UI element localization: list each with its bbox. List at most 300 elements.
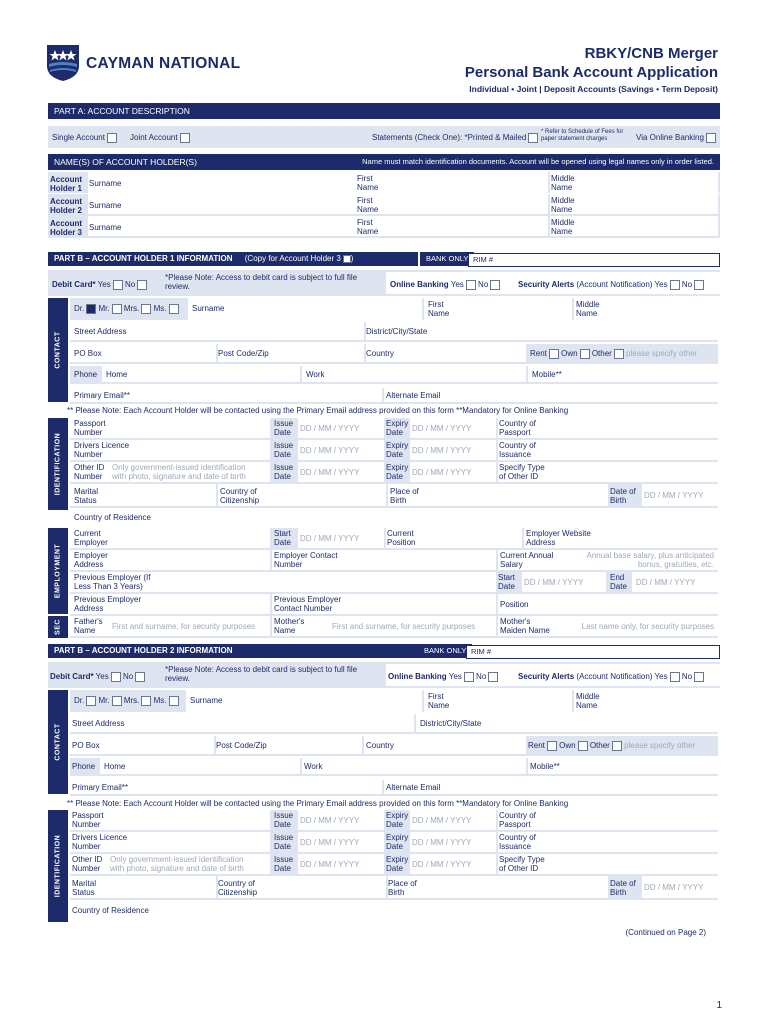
pob-b2-field[interactable]: [388, 876, 608, 898]
start-b1-field[interactable]: [298, 528, 384, 548]
names-title: NAME(S) OF ACCOUNT HOLDER(S): [54, 157, 197, 167]
side-emp-1: [48, 528, 68, 614]
postcode-b1-label: Post Code/Zip: [218, 349, 269, 358]
email-note-b2: ** Please Note: Each Account Holder will be contacted using the Primary Email address provided on this form **Mandatory for Online Banking: [67, 799, 569, 808]
passport-b2-field[interactable]: [70, 810, 270, 830]
passport-b1-field[interactable]: [70, 418, 270, 438]
work-b2-field[interactable]: [302, 758, 526, 774]
alerts-no-checkbox-2[interactable]: [694, 672, 704, 682]
account-type-row: [48, 126, 720, 148]
dl-b2-label: Drivers Licence Number: [72, 833, 128, 851]
part-b1-header: [48, 252, 418, 266]
online-statement-checkbox[interactable]: [706, 133, 716, 143]
home-b2-label: Home: [104, 762, 126, 771]
prevaddr-b1-field[interactable]: [70, 594, 270, 614]
security-alerts-2: Security Alerts: [518, 672, 575, 682]
salary-b1-hint: Annual base salary, plus anticipated bonus, gratuities, etc.: [586, 551, 714, 569]
specify-other-b2: please specify other: [624, 741, 696, 751]
otherid-b2-label: Other ID Number: [72, 855, 103, 873]
cop-b2-label: Country of Passport: [499, 811, 536, 829]
district-b2-label: District/City/State: [420, 719, 482, 728]
issue-b2-date-1: DD / MM / YYYY: [300, 816, 360, 825]
phone-b2-label: Phone: [72, 762, 96, 771]
own-checkbox-b1[interactable]: [580, 349, 590, 359]
dob-b2-label: Date of Birth: [610, 879, 636, 897]
cop-b2-field[interactable]: [498, 810, 718, 830]
b1-address-row: [70, 322, 718, 342]
expiry-b2-field-1[interactable]: [410, 810, 496, 830]
district-b1-field[interactable]: [366, 322, 718, 340]
pob-b1-field[interactable]: [388, 484, 608, 506]
expiry-b2-date-2: DD / MM / YYYY: [412, 838, 472, 847]
own-b1: Own: [561, 349, 578, 359]
start-b1-date: DD / MM / YYYY: [300, 534, 360, 543]
b2-address-row: [70, 714, 718, 734]
mrs-1: Mrs.: [123, 304, 140, 314]
issue-b1-field-3[interactable]: [298, 462, 384, 482]
expiry-b1-label-2: Expiry Date: [386, 441, 409, 459]
issue-b2-date-3: DD / MM / YYYY: [300, 860, 360, 869]
side-contact-1: [48, 298, 68, 402]
rim-2-field[interactable]: [466, 645, 720, 659]
issue-b1-label-2: Issue Date: [274, 441, 294, 459]
mobile-b1-field[interactable]: [528, 366, 718, 382]
home-b2-field[interactable]: [100, 758, 300, 774]
debit-no-checkbox-2[interactable]: [135, 672, 145, 682]
issue-b1-field-1[interactable]: [298, 418, 384, 438]
part-b2-header: [48, 644, 418, 658]
alt-email-b1-field[interactable]: [384, 388, 718, 402]
copy-holder3-checkbox[interactable]: [343, 255, 351, 263]
dob-b2-date: DD / MM / YYYY: [644, 883, 704, 892]
mr-checkbox-1[interactable]: [112, 304, 122, 314]
residence-b2-field[interactable]: [70, 902, 718, 920]
home-b1-label: Home: [106, 370, 128, 379]
dl-b2-field[interactable]: [70, 832, 270, 852]
postcode-b1-field[interactable]: [218, 344, 364, 362]
b2-marital-row: [70, 876, 718, 900]
b1-security-row: [70, 616, 718, 638]
pobox-b1-label: PO Box: [74, 349, 102, 358]
pobox-b2-field[interactable]: [70, 736, 214, 754]
mrs-2: Mrs.: [123, 696, 140, 706]
passport-b1-label: Passport Number: [74, 419, 106, 437]
expiry-b2-label-2: Expiry Date: [386, 833, 409, 851]
rent-b2: Rent: [528, 741, 545, 751]
surname-2-field[interactable]: [88, 194, 358, 214]
holder-2-label: Account Holder 2: [50, 197, 83, 215]
prevstart-b1-field[interactable]: [522, 572, 606, 592]
prevaddr-b1-label: Previous Employer Address: [74, 595, 142, 613]
debit-no-checkbox-1[interactable]: [137, 280, 147, 290]
prevcontact-b1-field[interactable]: [272, 594, 496, 614]
alt-email-b1-label: Alternate Email: [386, 391, 441, 400]
coc-b2-field[interactable]: [218, 876, 386, 898]
empaddr-b1-label: Employer Address: [74, 551, 108, 569]
online-yes-checkbox-1[interactable]: [466, 280, 476, 290]
specify-type-b2-field[interactable]: [498, 854, 718, 874]
b1-passport-row: [70, 418, 718, 440]
side-sec-1: [48, 616, 68, 638]
home-b1-field[interactable]: [102, 366, 300, 382]
employer-b1-field[interactable]: [70, 528, 270, 548]
position-b1-label: Current Position: [387, 529, 416, 547]
side-id-1: [48, 418, 68, 510]
residence-b1-label: Country of Residence: [74, 513, 151, 522]
issue-b2-label-1: Issue Date: [274, 811, 294, 829]
dob-b1-date: DD / MM / YYYY: [644, 491, 704, 500]
prevemp-b1-field[interactable]: [70, 572, 496, 592]
street-b2-field[interactable]: [70, 714, 414, 732]
issue-b2-date-2: DD / MM / YYYY: [300, 838, 360, 847]
empaddr-b1-field[interactable]: [70, 550, 270, 570]
debit-no-1: No: [124, 280, 136, 290]
security-alerts-1: Security Alerts: [518, 280, 575, 290]
email-b2-label: Primary Email**: [72, 783, 129, 792]
b2-debit-row: [48, 662, 720, 688]
first-b2-label: First Name: [428, 692, 450, 710]
pobox-b2-label: PO Box: [72, 741, 100, 750]
mother-b1-label: Mother's Name: [274, 617, 305, 635]
online-no-checkbox-2[interactable]: [488, 672, 498, 682]
b2-name-row: [70, 690, 718, 712]
holder-row-1: [48, 172, 720, 194]
copy-holder3-label: (Copy for Account Holder 3: [244, 254, 341, 263]
b2-residence-row: [70, 902, 718, 920]
debit-no-2: No: [122, 672, 134, 682]
expiry-b1-date-1: DD / MM / YYYY: [412, 424, 472, 433]
issue-b2-field-1[interactable]: [298, 810, 384, 830]
issue-b1-field-2[interactable]: [298, 440, 384, 460]
debit-yes-checkbox-2[interactable]: [111, 672, 121, 682]
empcontact-b1-field[interactable]: [272, 550, 496, 570]
dl-b1-field[interactable]: [70, 440, 270, 460]
first-3-field[interactable]: [356, 216, 548, 236]
street-b1-label: Street Address: [74, 327, 127, 336]
otherid-b1-hint1: Only government-issued identification: [112, 463, 246, 472]
copy-holder3-close: ): [350, 254, 354, 263]
otherid-b1-field[interactable]: [70, 462, 270, 482]
dl-b1-label: Drivers Licence Number: [74, 441, 130, 459]
b1-dl-row: [70, 440, 718, 462]
issue-b2-label-3: Issue Date: [274, 855, 294, 873]
side-contact-2-text: CONTACT: [54, 723, 62, 761]
online-yes-2: Yes: [448, 672, 462, 682]
alerts-no-checkbox-1[interactable]: [694, 280, 704, 290]
prevemp-b1-label: Previous Employer (If Less Than 3 Years): [74, 573, 151, 591]
b1-prevaddr-row: [70, 594, 718, 616]
mobile-b2-label: Mobile**: [530, 762, 560, 771]
cop-b1-field[interactable]: [498, 418, 718, 438]
first-2-field[interactable]: [356, 194, 548, 214]
dr-checkbox-1[interactable]: [86, 304, 96, 314]
issue-b2-field-3[interactable]: [298, 854, 384, 874]
middle-3-field[interactable]: [550, 216, 718, 236]
specify-other-b1: please specify other: [626, 349, 698, 359]
debit-yes-checkbox-1[interactable]: [113, 280, 123, 290]
work-b1-label: Work: [306, 370, 325, 379]
country-b2-field[interactable]: [364, 736, 526, 754]
residence-b1-field[interactable]: [70, 510, 718, 526]
alerts-yes-1: Yes: [654, 280, 668, 290]
b2-otherid-row: [70, 854, 718, 876]
single-account-checkbox[interactable]: [107, 133, 117, 143]
alerts-paren-2: (Account Notification): [576, 672, 653, 682]
b1-email-row: [70, 388, 718, 404]
dob-b1-field[interactable]: [642, 484, 718, 506]
country-b2-label: Country: [366, 741, 395, 750]
names-note: Name must match identification documents. Account will be opened using legal names only in order listed.: [362, 157, 714, 166]
surname-b1-field[interactable]: [188, 298, 422, 320]
alerts-yes-checkbox-2[interactable]: [670, 672, 680, 682]
brand-name: CAYMAN NATIONAL: [86, 55, 241, 72]
issue-b1-label-3: Issue Date: [274, 463, 294, 481]
surname-3-field[interactable]: [88, 216, 358, 236]
email-b2-field[interactable]: [70, 780, 382, 794]
salary-b1-field[interactable]: [498, 550, 718, 570]
mr-checkbox-2[interactable]: [112, 696, 122, 706]
employer-b1-label: Current Employer: [74, 529, 108, 547]
online-no-1: No: [478, 280, 489, 290]
email-b1-field[interactable]: [70, 388, 382, 402]
mrs-checkbox-2[interactable]: [141, 696, 151, 706]
b1-pobox-row: [70, 344, 718, 364]
online-no-checkbox-1[interactable]: [490, 280, 500, 290]
side-contact-1-text: CONTACT: [54, 331, 62, 369]
phone-b1-label: Phone: [74, 370, 98, 379]
first-3-label: First Name: [357, 218, 379, 236]
coc-b1-label: Country of Citizenship: [220, 487, 260, 505]
page-number: 1: [716, 1000, 722, 1011]
debit-note-2: *Please Note: Access to debit card is subject to full file review.: [165, 665, 358, 683]
printed-mailed-checkbox[interactable]: [528, 133, 538, 143]
rent-checkbox-b2[interactable]: [547, 741, 557, 751]
expiry-b1-label-3: Expiry Date: [386, 463, 409, 481]
own-b2: Own: [559, 741, 576, 751]
middle-3-label: Middle Name: [551, 218, 575, 236]
dr-2: Dr.: [74, 696, 85, 706]
middle-1-field[interactable]: [550, 172, 718, 193]
expiry-b1-field-2[interactable]: [410, 440, 496, 460]
coi-b2-label: Country of Issuance: [499, 833, 536, 851]
rent-checkbox-b1[interactable]: [549, 349, 559, 359]
alerts-yes-checkbox-1[interactable]: [670, 280, 680, 290]
middle-2-field[interactable]: [550, 194, 718, 214]
middle-b1-label: Middle Name: [576, 300, 600, 318]
otherid-b2-hint2: with photo, signature and date of birth: [110, 864, 244, 873]
issue-b1-label-1: Issue Date: [274, 419, 294, 437]
work-b2-label: Work: [304, 762, 323, 771]
expiry-b2-label-1: Expiry Date: [386, 811, 409, 829]
rim-1-field[interactable]: [468, 253, 720, 267]
expiry-b1-date-3: DD / MM / YYYY: [412, 468, 472, 477]
coc-b1-field[interactable]: [218, 484, 386, 506]
work-b1-field[interactable]: [302, 366, 526, 382]
issue-b2-label-2: Issue Date: [274, 833, 294, 851]
surname-b2-field[interactable]: [186, 690, 422, 712]
pob-b2-label: Place of Birth: [388, 879, 417, 897]
debit-yes-1: Yes: [97, 280, 111, 290]
holder-row-2: [48, 194, 720, 216]
statements-label: Statements (Check One): *Printed & Mailed: [372, 133, 527, 143]
online-yes-checkbox-2[interactable]: [464, 672, 474, 682]
other-b2: Other: [589, 741, 610, 751]
header-line3: Individual • Joint | Deposit Accounts (Savings • Term Deposit): [469, 84, 718, 94]
prevpos-b1-label: Position: [500, 600, 529, 609]
ms-1: Ms.: [153, 304, 167, 314]
father-b1-field[interactable]: [70, 616, 270, 636]
middle-b2-field[interactable]: [574, 690, 718, 712]
surname-1-field[interactable]: [88, 172, 358, 193]
debit-yes-2: Yes: [95, 672, 109, 682]
marital-b1-label: Marital Status: [74, 487, 99, 505]
online-no-2: No: [476, 672, 487, 682]
other-b1: Other: [591, 349, 612, 359]
online-banking-2: Online Banking: [388, 672, 447, 682]
surname-2-label: Surname: [89, 201, 122, 210]
dr-checkbox-2[interactable]: [86, 696, 96, 706]
issue-b1-date-3: DD / MM / YYYY: [300, 468, 360, 477]
prevstart-b1-label: Start Date: [498, 573, 515, 591]
joint-account-label: Joint Account: [130, 133, 178, 143]
mrs-checkbox-1[interactable]: [141, 304, 151, 314]
part-b2-title: PART B – ACCOUNT HOLDER 2 INFORMATION: [54, 646, 233, 655]
maiden-b1-field[interactable]: [498, 616, 718, 636]
single-account-label: Single Account: [52, 133, 105, 143]
dr-1: Dr.: [74, 304, 85, 314]
logo-shield-icon: [46, 44, 80, 82]
prevpos-b1-field[interactable]: [498, 594, 718, 614]
issue-b2-field-2[interactable]: [298, 832, 384, 852]
ms-checkbox-1[interactable]: [169, 304, 179, 314]
marital-b2-label: Marital Status: [72, 879, 97, 897]
country-b1-field[interactable]: [366, 344, 526, 362]
holder-1-label: Account Holder 1: [50, 175, 83, 193]
b2-phone-row: [70, 758, 718, 776]
mr-2: Mr.: [98, 696, 110, 706]
district-b2-field[interactable]: [416, 714, 718, 732]
other-checkbox-b1[interactable]: [614, 349, 624, 359]
issue-b1-date-2: DD / MM / YYYY: [300, 446, 360, 455]
position-b1-field[interactable]: [386, 528, 522, 548]
mobile-b2-field[interactable]: [528, 758, 718, 774]
b1-empaddr-row: [70, 550, 718, 572]
street-b1-field[interactable]: [70, 322, 364, 340]
online-banking-1: Online Banking: [390, 280, 449, 290]
father-b1-label: Father's Name: [74, 617, 103, 635]
surname-b1-label: Surname: [192, 304, 225, 313]
expiry-b2-label-3: Expiry Date: [386, 855, 409, 873]
fees-note: * Refer to Schedule of Fees for paper statement charges: [541, 129, 624, 142]
expiry-b2-field-2[interactable]: [410, 832, 496, 852]
online-alerts-1: [386, 272, 720, 294]
email-note-b1: ** Please Note: Each Account Holder will be contacted using the Primary Email address provided on this form **Mandatory for Online Banking: [67, 406, 569, 415]
b1-debit-row: [48, 270, 720, 296]
district-b1-label: District/City/State: [366, 327, 428, 336]
side-id-2: [48, 810, 68, 922]
specify-type-b1-field[interactable]: [498, 462, 718, 482]
first-2-label: First Name: [357, 196, 379, 214]
own-checkbox-b2[interactable]: [578, 741, 588, 751]
surname-3-label: Surname: [89, 223, 122, 232]
cop-b1-label: Country of Passport: [499, 419, 536, 437]
rim-2-label: RIM #: [471, 647, 492, 656]
expiry-b1-field-3[interactable]: [410, 462, 496, 482]
website-b1-field[interactable]: [524, 528, 718, 548]
b1-otherid-row: [70, 462, 718, 484]
end-b1-field[interactable]: [632, 572, 718, 592]
postcode-b2-field[interactable]: [216, 736, 362, 754]
otherid-b2-field[interactable]: [70, 854, 270, 874]
dob-b2-field[interactable]: [642, 876, 718, 898]
holder-3-label: Account Holder 3: [50, 219, 83, 237]
coi-b1-field[interactable]: [498, 440, 718, 460]
marital-b2-field[interactable]: [70, 876, 216, 898]
first-b2-field[interactable]: [424, 690, 572, 712]
start-b1-label: Start Date: [274, 529, 291, 547]
debit-card-label-1: Debit Card*: [52, 280, 96, 290]
debit-card-label-2: Debit Card*: [50, 672, 94, 682]
specify-type-b2-label: Specify Type of Other ID: [499, 855, 545, 873]
alerts-yes-2: Yes: [654, 672, 668, 682]
ms-checkbox-2[interactable]: [169, 696, 179, 706]
mother-b1-field[interactable]: [272, 616, 496, 636]
online-alerts-2: [386, 664, 720, 686]
specify-type-b1-label: Specify Type of Other ID: [499, 463, 545, 481]
first-b1-field[interactable]: [424, 298, 572, 320]
b1-residence-row: [70, 510, 718, 526]
online-statement-label: Via Online Banking: [636, 133, 704, 143]
pob-b1-label: Place of Birth: [390, 487, 419, 505]
first-1-field[interactable]: [356, 172, 548, 193]
passport-b2-label: Passport Number: [72, 811, 104, 829]
joint-account-checkbox[interactable]: [180, 133, 190, 143]
middle-b1-field[interactable]: [574, 298, 718, 320]
expiry-b2-field-3[interactable]: [410, 854, 496, 874]
mobile-b1-label: Mobile**: [532, 370, 562, 379]
expiry-b1-date-2: DD / MM / YYYY: [412, 446, 472, 455]
expiry-b1-label-1: Expiry Date: [386, 419, 409, 437]
b2-pobox-row: [70, 736, 718, 756]
prevstart-b1-date: DD / MM / YYYY: [524, 578, 584, 587]
maiden-b1-label: Mother's Maiden Name: [500, 617, 550, 635]
part-a-header: PART A: ACCOUNT DESCRIPTION: [48, 103, 720, 119]
maiden-b1-hint: Last name only, for security purposes: [581, 622, 714, 631]
rent-b1: Rent: [530, 349, 547, 359]
online-yes-1: Yes: [450, 280, 464, 290]
b2-email-row: [70, 780, 718, 796]
expiry-b1-field-1[interactable]: [410, 418, 496, 438]
continued-note: (Continued on Page 2): [625, 928, 706, 937]
end-b1-date: DD / MM / YYYY: [636, 578, 696, 587]
pobox-b1-field[interactable]: [70, 344, 216, 362]
postcode-b2-label: Post Code/Zip: [216, 741, 267, 750]
marital-b1-field[interactable]: [70, 484, 216, 506]
coi-b2-field[interactable]: [498, 832, 718, 852]
alt-email-b2-field[interactable]: [384, 780, 718, 794]
rim-1-label: RIM #: [473, 255, 494, 264]
street-b2-label: Street Address: [72, 719, 125, 728]
dob-b1-label: Date of Birth: [610, 487, 636, 505]
holder-row-3: [48, 216, 720, 238]
other-checkbox-b2[interactable]: [612, 741, 622, 751]
alerts-paren-1: (Account Notification): [576, 280, 653, 290]
debit-note-1: *Please Note: Access to debit card is subject to full file review.: [165, 273, 358, 291]
empcontact-b1-label: Employer Contact Number: [274, 551, 338, 569]
alerts-no-2: No: [681, 672, 693, 682]
email-b1-label: Primary Email**: [74, 391, 131, 400]
end-b1-label: End Date: [610, 573, 627, 591]
